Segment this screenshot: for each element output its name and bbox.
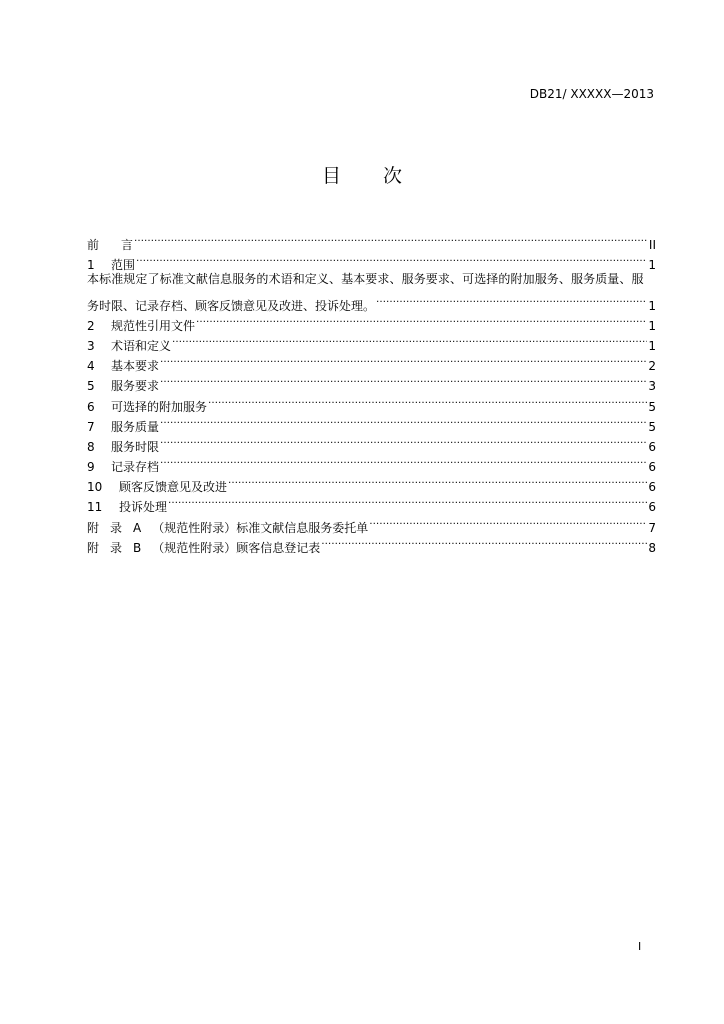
preface-char-2: 言: [121, 238, 134, 252]
toc-title-part1: 目: [321, 165, 341, 187]
toc-entry-7[interactable]: [87, 411, 656, 434]
toc-entry-description[interactable]: [87, 269, 656, 313]
toc-page-number: 6: [648, 439, 656, 454]
toc-entry-number: 3: [87, 338, 95, 353]
toc-page-number: 6: [648, 460, 656, 475]
toc-description-line1: 本标准规定了标准文献信息服务的术语和定义、基本要求、服务要求、可选择的附加服务、服务质量、服: [87, 272, 644, 287]
appendix-char-lu: 录: [110, 540, 123, 555]
appendix-char-fu: 附: [87, 520, 100, 535]
dot-leader: [369, 512, 647, 532]
toc-appendix-label: [87, 538, 320, 558]
toc-entry-preface[interactable]: [87, 229, 656, 252]
toc-label-preface: [87, 235, 133, 255]
toc-entry-11[interactable]: [87, 491, 656, 515]
toc-page-number: 7: [648, 520, 656, 535]
toc-entry-number: 10: [87, 480, 103, 495]
toc-page-number: II: [648, 238, 656, 252]
toc-entry-number: 2: [87, 318, 95, 333]
toc-entry-label: 基本要求: [111, 359, 160, 374]
dot-leader: [160, 451, 647, 471]
toc-entry-label: 服务质量: [111, 419, 160, 434]
dot-leader: [172, 330, 647, 350]
toc-page-number: 5: [648, 419, 656, 434]
toc-page-number: 1: [648, 318, 656, 333]
toc-page-number: 1: [648, 338, 656, 353]
toc-description-line2-row: [87, 290, 656, 313]
toc-entry-label: 服务时限: [111, 439, 160, 454]
dot-leader: [208, 391, 647, 411]
toc-entry-label: 投诉处理: [119, 500, 168, 515]
toc-title-part2: 次: [383, 165, 403, 187]
toc-page-number: 8: [648, 540, 656, 555]
appendix-char-fu: 附: [87, 540, 100, 555]
table-of-contents: [87, 229, 656, 555]
dot-leader: [321, 532, 647, 552]
toc-entry-label: 服务要求: [111, 379, 160, 394]
dot-leader: [160, 431, 647, 451]
dot-leader: [134, 229, 648, 249]
toc-page-number: 1: [648, 258, 656, 273]
toc-entry-number: 11: [87, 500, 103, 515]
toc-entry-6[interactable]: [87, 391, 656, 414]
toc-entry-number: 4: [87, 359, 95, 374]
toc-page-number: 6: [648, 500, 656, 515]
toc-entry-label: 顾客反馈意见及改进: [119, 480, 228, 495]
toc-entry-label: 记录存档: [111, 460, 160, 475]
toc-entry-number: 9: [87, 460, 95, 475]
toc-entry-label: 术语和定义: [111, 338, 172, 353]
toc-entry-number: 6: [87, 399, 95, 414]
footer-page-number: I: [638, 940, 642, 953]
toc-entry-3[interactable]: [87, 330, 656, 353]
toc-entry-4[interactable]: [87, 350, 656, 374]
toc-entry-label: 可选择的附加服务: [111, 399, 208, 414]
dot-leader: [160, 370, 647, 390]
toc-entry-label: 规范性引用文件: [111, 318, 196, 333]
toc-entry-8[interactable]: [87, 431, 656, 454]
toc-page-number: 3: [648, 379, 656, 394]
toc-entry-10[interactable]: [87, 471, 656, 495]
toc-entry-number: 8: [87, 439, 95, 454]
toc-description-line2: 务时限、记录存档、顾客反馈意见及改进、投诉处理。: [87, 298, 376, 313]
dot-leader: [376, 290, 647, 310]
appendix-title: （规范性附录）标准文献信息服务委托单: [152, 520, 369, 535]
dot-leader: [196, 310, 647, 330]
dot-leader: [168, 491, 647, 511]
preface-char-1: 前: [87, 238, 100, 252]
toc-title: [0, 164, 724, 188]
dot-leader: [160, 411, 647, 431]
toc-entry-number: 7: [87, 419, 95, 434]
toc-entry-number: 5: [87, 379, 95, 394]
toc-entry-label: 范围: [111, 258, 136, 273]
toc-entry-number: 1: [87, 258, 95, 273]
appendix-letter: A: [133, 520, 142, 535]
toc-entry-9[interactable]: [87, 451, 656, 475]
dot-leader: [228, 471, 647, 491]
appendix-title: （规范性附录）顾客信息登记表: [152, 540, 321, 555]
toc-entry-appendix-a[interactable]: [87, 512, 656, 535]
toc-page-number: 6: [648, 480, 656, 495]
dot-leader: [160, 350, 647, 370]
appendix-char-lu: 录: [110, 520, 123, 535]
appendix-letter: B: [133, 540, 142, 555]
dot-leader: [136, 249, 647, 269]
standard-code: DB21/ XXXXX—2013: [529, 87, 654, 101]
toc-page-number: 2: [648, 359, 656, 374]
toc-page-number: 5: [648, 399, 656, 414]
toc-entry-5[interactable]: [87, 370, 656, 394]
toc-entry-1[interactable]: [87, 249, 656, 273]
toc-page-number: 1: [648, 298, 656, 313]
